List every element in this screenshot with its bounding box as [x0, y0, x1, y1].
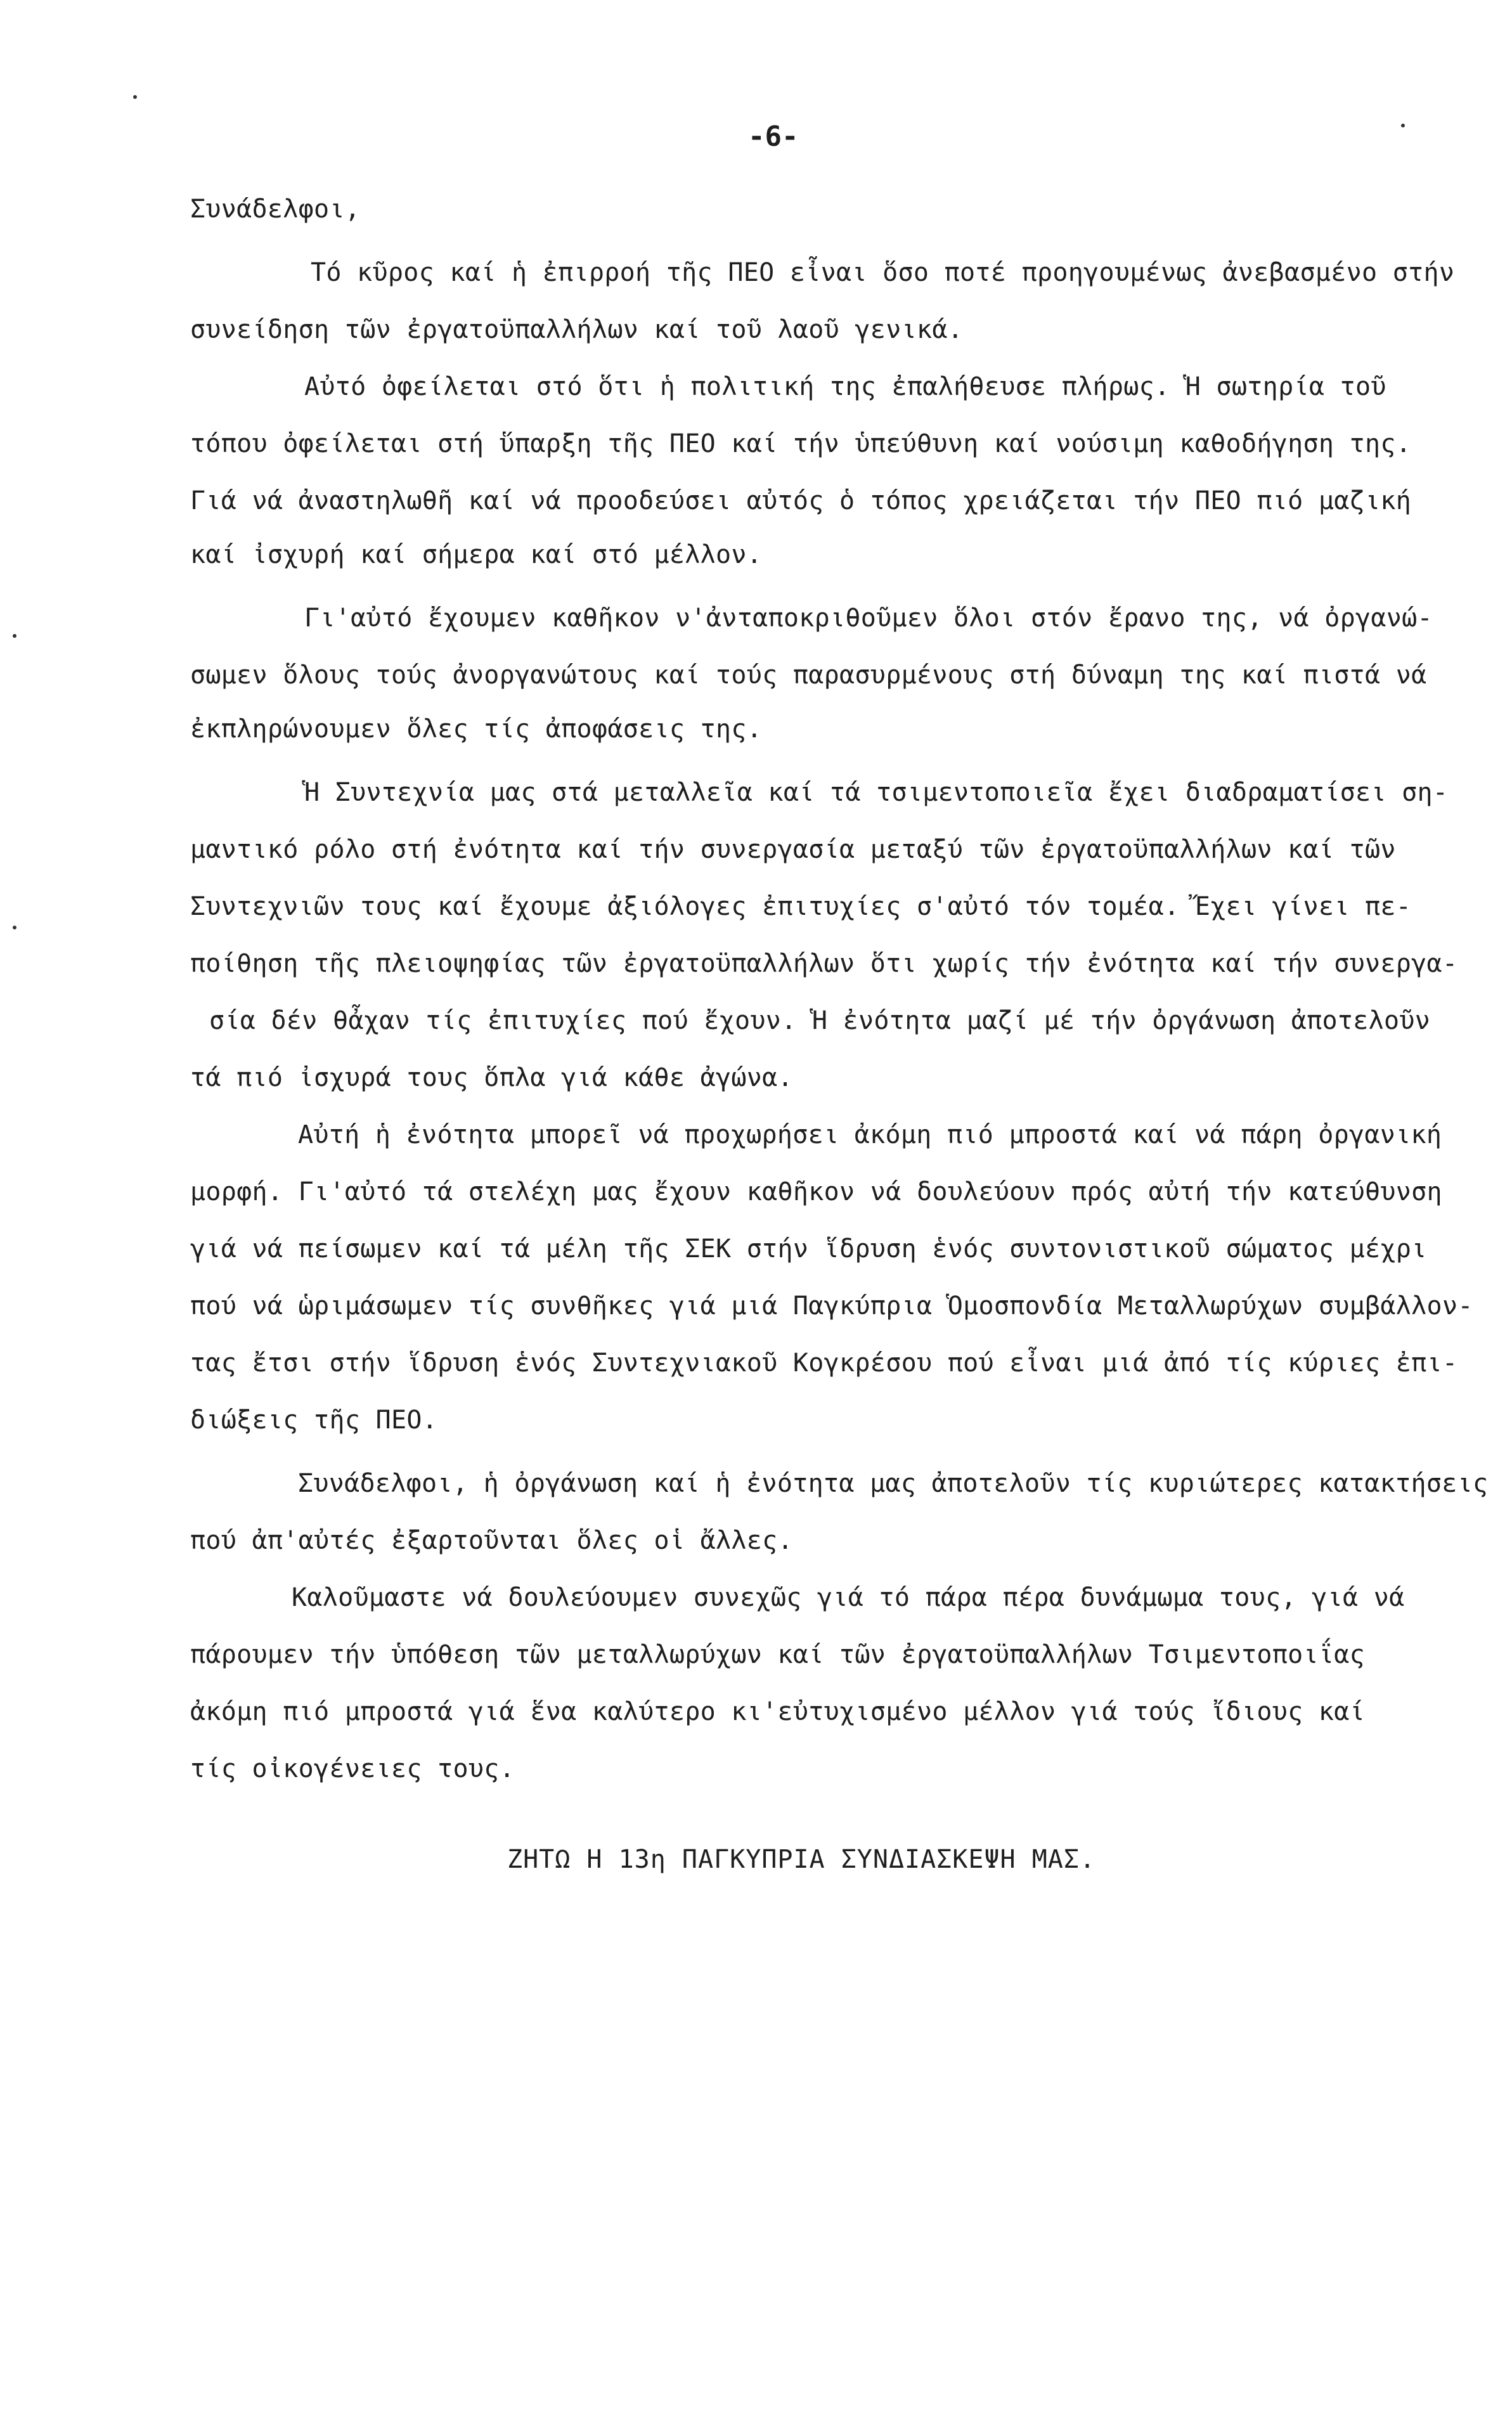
- body-line: Συντεχνιῶν τους καί ἔχουμε ἀξιόλογες ἐπιτυχίες σ'αὐτό τόν τομέα. Ἔχει γίνει πε-: [190, 892, 1412, 921]
- scan-speck: [13, 926, 16, 929]
- closing-slogan: ΖΗΤΩ Η 13η ΠΑΓΚΥΠΡΙΑ ΣΥΝΔΙΑΣΚΕΨΗ ΜΑΣ.: [507, 1845, 1096, 1874]
- body-line: Τό κῦρος καί ἡ ἐπιρροή τῆς ΠΕΟ εἶναι ὅσο ποτέ προηγουμένως ἀνεβασμένο στήν: [311, 258, 1455, 287]
- body-line: Καλοῦμαστε νά δουλεύουμεν συνεχῶς γιά τό πάρα πέρα δυνάμωμα τους, γιά νά: [292, 1583, 1405, 1612]
- body-line: Γιά νά ἀναστηλωθῆ καί νά προοδεύσει αὐτός ὁ τόπος χρειάζεται τήν ΠΕΟ πιό μαζική: [190, 486, 1412, 515]
- body-line: Αὐτό ὀφείλεται στό ὅτι ἡ πολιτική της ἐπαλήθευσε πλήρως. Ἡ σωτηρία τοῦ: [304, 372, 1386, 401]
- page-number: -6-: [748, 120, 799, 153]
- body-line: γιά νά πείσωμεν καί τά μέλη τῆς ΣΕΚ στήν ἵδρυση ἑνός συντονιστικοῦ σώματος μέχρι: [190, 1234, 1427, 1264]
- scan-speck: [13, 634, 16, 638]
- body-line: Αὐτή ἡ ἐνότητα μπορεῖ νά προχωρήσει ἀκόμη πιό μπροστά καί νά πάρη ὀργανική: [298, 1120, 1442, 1149]
- body-line: πού ἀπ'αὐτές ἐξαρτοῦνται ὅλες οἱ ἄλλες.: [190, 1526, 793, 1555]
- scan-speck: [133, 95, 137, 99]
- body-line: τας ἔτσι στήν ἵδρυση ἑνός Συντεχνιακοῦ Κογκρέσου πού εἶναι μιά ἀπό τίς κύριες ἐπι-: [190, 1348, 1458, 1378]
- body-line: Συνάδελφοι, ἡ ὀργάνωση καί ἡ ἐνότητα μας ἀποτελοῦν τίς κυριώτερες κατακτήσεις: [298, 1469, 1489, 1498]
- body-line: Ἡ Συντεχνία μας στά μεταλλεῖα καί τά τσιμεντοποιεῖα ἔχει διαδραματίσει ση-: [304, 778, 1449, 807]
- body-line: καί ἰσχυρή καί σήμερα καί στό μέλλον.: [190, 540, 763, 569]
- body-line: σωμεν ὅλους τούς ἀνοργανώτους καί τούς παρασυρμένους στή δύναμη της καί πιστά νά: [190, 661, 1427, 690]
- body-line: μορφή. Γι'αὐτό τά στελέχη μας ἔχουν καθῆκον νά δουλεύουν πρός αὐτή τήν κατεύθυνση: [190, 1177, 1442, 1206]
- body-line: τόπου ὀφείλεται στή ὕπαρξη τῆς ΠΕΟ καί τήν ὑπεύθυνη καί νούσιμη καθοδήγηση της.: [190, 429, 1412, 458]
- body-line: σία δέν θἆχαν τίς ἐπιτυχίες πού ἔχουν. Ἡ ἐνότητα μαζί μέ τήν ὀργάνωση ἀποτελοῦν: [209, 1006, 1431, 1035]
- body-line: Συνάδελφοι,: [190, 195, 361, 224]
- body-line: πάρουμεν τήν ὑπόθεση τῶν μεταλλωρύχων καί τῶν ἐργατοϋπαλλήλων Τσιμεντοποιΐας: [190, 1640, 1366, 1669]
- body-line: τά πιό ἰσχυρά τους ὅπλα γιά κάθε ἀγώνα.: [190, 1063, 793, 1092]
- body-line: διώξεις τῆς ΠΕΟ.: [190, 1406, 438, 1435]
- body-line: Γι'αὐτό ἔχουμεν καθῆκον ν'ἀνταποκριθοῦμεν ὅλοι στόν ἔρανο της, νά ὀργανώ-: [304, 604, 1433, 633]
- scan-speck: [1401, 124, 1405, 127]
- body-line: πού νά ὡριμάσωμεν τίς συνθῆκες γιά μιά Παγκύπρια Ὁμοσπονδία Μεταλλωρύχων συμβάλλον-: [190, 1291, 1473, 1321]
- body-line: ποίθηση τῆς πλειοψηφίας τῶν ἐργατοϋπαλλήλων ὅτι χωρίς τήν ἐνότητα καί τήν συνεργα-: [190, 949, 1458, 978]
- body-line: συνείδηση τῶν ἐργατοϋπαλλήλων καί τοῦ λαοῦ γενικά.: [190, 315, 964, 344]
- body-line: μαντικό ρόλο στή ἐνότητα καί τήν συνεργασία μεταξύ τῶν ἐργατοϋπαλλήλων καί τῶν: [190, 835, 1396, 864]
- body-line: τίς οἰκογένειες τους.: [190, 1754, 515, 1783]
- body-line: ἀκόμη πιό μπροστά γιά ἕνα καλύτερο κι'εὐτυχισμένο μέλλον γιά τούς ἴδιους καί: [190, 1697, 1366, 1726]
- body-line: ἐκπληρώνουμεν ὅλες τίς ἀποφάσεις της.: [190, 715, 763, 744]
